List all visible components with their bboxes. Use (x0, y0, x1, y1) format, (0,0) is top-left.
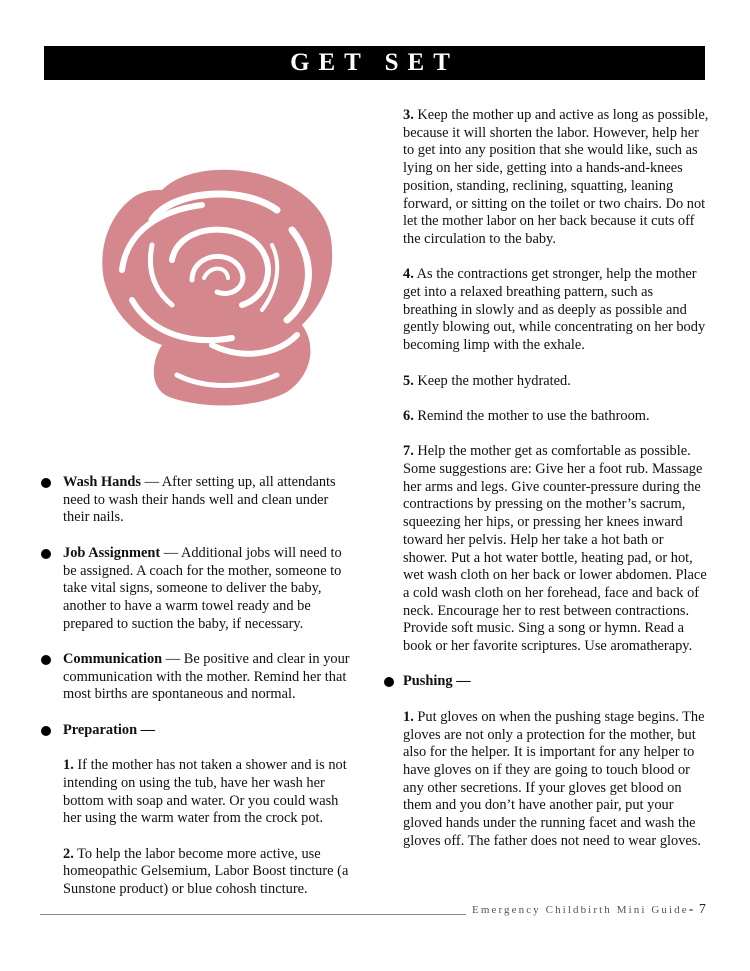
item-title: Pushing (403, 673, 453, 690)
step-item (384, 709, 710, 851)
step-text: If the mother has not taken a shower and is not intending on using the tub, have her wash her bottom with soap and water. Or you could wash her using the warm water from the crock pot. (63, 757, 347, 827)
step-text: Keep the mother up and active as long as possible, because it will shorten the labor. However, help her to get into any position that she would like, such as lying on her side, getting into a hands-and-knees position, standing, reclining, squatting, leaning forward, or sitting on the toilet or two chairs. Do not let the mother labor on her back because it cuts off the circulation to the baby. (403, 107, 709, 247)
step-item (384, 107, 710, 249)
item-text: — (137, 721, 156, 738)
step-text: Keep the mother hydrated. (413, 372, 571, 389)
bullet-icon (41, 478, 51, 488)
item-text: — After setting up, all attendants need to wash their hands well and clean under their nails. (63, 474, 336, 526)
step-item (384, 408, 710, 426)
step-number: 1. (63, 757, 74, 774)
footer-title: Emergency Childbirth Mini Guide (472, 904, 689, 916)
step-text: Help the mother get as comfortable as possible. Some suggestions are: Give her a foot rub. Massage her arms and legs. Give counter-pressure during the contractions by pressing on the mother’s sacrum, squeezing her hips, or pressing her knees inward toward her pelvis. Help her take a hot bath or shower. Put a hot water bottle, heating pad, or hot, wet wash cloth on her back or lower abdomen. Place a cold wash cloth on her forehead, face and back of neck. Encourage her to rest between contractions. Provide soft music. Sing a song or hymn. Read a book or her favorite scriptures. Use aromatherapy. (403, 443, 707, 655)
list-item (40, 651, 358, 704)
step-number: 2. (63, 845, 74, 862)
bullet-icon (384, 677, 394, 687)
step-number: 7. (403, 443, 414, 460)
item-title: Job Assignment (63, 544, 161, 561)
step-text: As the contractions get stronger, help the mother get into a relaxed breathing pattern, such as breathing in slowly and as deeply as possible and gently blowing out, while concentrating on her body becoming limp with the exhale. (403, 266, 706, 354)
item-text: — Additional jobs will need to be assigned. A coach for the mother, someone to take vital signs, someone to deliver the baby, another to have a warm towel ready and be prepared to suction the baby, if necessary. (63, 544, 342, 632)
step-item (40, 846, 358, 899)
right-column (384, 107, 710, 850)
rose-icon (92, 160, 342, 410)
step-number: 1. (403, 708, 414, 725)
page-number: - 7 (688, 902, 707, 917)
list-item (40, 722, 358, 740)
page-title: GET SET (44, 46, 705, 80)
step-number: 6. (403, 407, 414, 424)
list-item (384, 673, 710, 691)
bullet-icon (41, 549, 51, 559)
item-title: Communication (63, 651, 163, 667)
bullet-icon (41, 655, 51, 665)
step-item (384, 373, 710, 391)
step-item (384, 443, 710, 655)
footer-divider (40, 914, 466, 915)
step-text: To help the labor become more active, use homeopathic Gelsemium, Labor Boost tincture (a Sunstone product) or blue cohosh tincture. (63, 845, 349, 898)
item-title: Wash Hands (63, 474, 141, 490)
step-number: 4. (403, 266, 414, 283)
footer (472, 902, 712, 918)
step-item (384, 266, 710, 355)
item-text: — Be positive and clear in your communication with the mother. Remind her that most births are spontaneous and normal. (63, 651, 350, 703)
list-item (40, 545, 358, 634)
step-number: 3. (403, 107, 414, 123)
list-item (40, 474, 358, 527)
left-column (40, 474, 358, 899)
bullet-icon (41, 726, 51, 736)
item-title: Preparation (63, 721, 138, 738)
step-item (40, 757, 358, 828)
step-number: 5. (403, 372, 414, 389)
step-text: Remind the mother to use the bathroom. (413, 407, 650, 424)
step-text: Put gloves on when the pushing stage begins. The gloves are not only a protection for the mother, but also for the helper. It is important for any helper to have gloves on if they are going to touch blood or any other secretions. If your gloves get blood on them and you don’t have another pair, put your gloved hands under the running facet and wash the gloves off. The father does not need to wear gloves. (403, 708, 705, 849)
item-text: — (452, 673, 471, 690)
